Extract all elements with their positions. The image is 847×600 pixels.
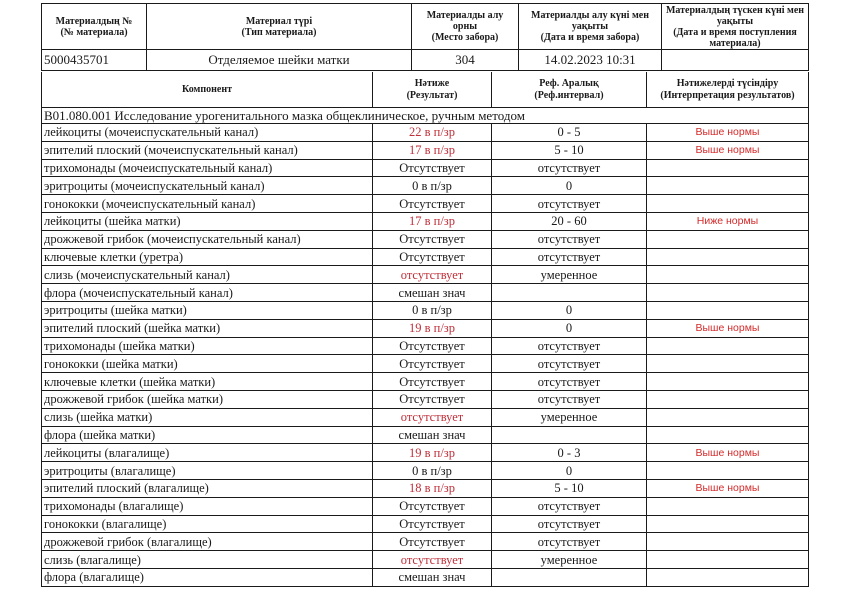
ref-interval-cell: умеренное xyxy=(492,551,647,569)
ref-interval-cell xyxy=(492,284,647,302)
component-cell: лейкоциты (влагалище) xyxy=(42,444,373,462)
ref-interval-cell xyxy=(492,568,647,586)
table-row xyxy=(42,337,809,355)
ref-interval-cell: отсутствует xyxy=(492,533,647,551)
interpretation-cell xyxy=(647,284,809,302)
table-row xyxy=(42,212,809,230)
table-row xyxy=(42,230,809,248)
ref-interval-cell: отсутствует xyxy=(492,497,647,515)
ref-interval-cell: отсутствует xyxy=(492,337,647,355)
table-row xyxy=(42,426,809,444)
table-row xyxy=(42,390,809,408)
ref-interval-cell: 0 xyxy=(492,462,647,480)
result-cell: отсутствует xyxy=(373,551,492,569)
ref-interval-cell: 20 - 60 xyxy=(492,212,647,230)
component-cell: лейкоциты (шейка матки) xyxy=(42,212,373,230)
component-cell: эпителий плоский (шейка матки) xyxy=(42,319,373,337)
result-cell: Отсутствует xyxy=(373,390,492,408)
ref-interval-cell: умеренное xyxy=(492,266,647,284)
component-cell: трихомонады (влагалище) xyxy=(42,497,373,515)
interpretation-cell xyxy=(647,568,809,586)
collection-datetime: 14.02.2023 10:31 xyxy=(519,50,662,71)
interpretation-cell xyxy=(647,195,809,213)
interpretation-cell xyxy=(647,390,809,408)
result-cell: 0 в п/зр xyxy=(373,177,492,195)
interpretation-cell: Выше нормы xyxy=(647,444,809,462)
table-row xyxy=(42,159,809,177)
interpretation-cell xyxy=(647,230,809,248)
result-cell: 17 в п/зр xyxy=(373,212,492,230)
table-row xyxy=(42,515,809,533)
result-cell: Отсутствует xyxy=(373,337,492,355)
header-result: Нәтиже (Результат) xyxy=(373,72,492,108)
component-cell: слизь (влагалище) xyxy=(42,551,373,569)
component-cell: эпителий плоский (мочеиспускательный канал) xyxy=(42,141,373,159)
header-material-type: Материал түрі (Тип материала) xyxy=(147,4,412,50)
ref-interval-cell: 0 xyxy=(492,177,647,195)
ref-interval-cell xyxy=(492,426,647,444)
material-info-table xyxy=(41,3,809,71)
result-cell: Отсутствует xyxy=(373,230,492,248)
interpretation-cell xyxy=(647,551,809,569)
result-cell: Отсутствует xyxy=(373,515,492,533)
header-interpretation: Нәтижелерді түсіндіру (Интерпретация результатов) xyxy=(647,72,809,108)
component-cell: слизь (мочеиспускательный канал) xyxy=(42,266,373,284)
result-cell: 22 в п/зр xyxy=(373,124,492,142)
results-header-row xyxy=(42,72,809,108)
ref-interval-cell: умеренное xyxy=(492,408,647,426)
ref-interval-cell: 5 - 10 xyxy=(492,141,647,159)
component-cell: дрожжевой грибок (влагалище) xyxy=(42,533,373,551)
component-cell: лейкоциты (мочеиспускательный канал) xyxy=(42,124,373,142)
table-row xyxy=(42,373,809,391)
table-row xyxy=(42,462,809,480)
table-row xyxy=(42,355,809,373)
result-cell: смешан знач xyxy=(373,426,492,444)
table-row xyxy=(42,248,809,266)
result-cell: смешан знач xyxy=(373,568,492,586)
table-row xyxy=(42,124,809,142)
ref-interval-cell: 5 - 10 xyxy=(492,479,647,497)
table-row xyxy=(42,568,809,586)
table-row xyxy=(42,301,809,319)
ref-interval-cell: отсутствует xyxy=(492,159,647,177)
component-cell: эритроциты (мочеиспускательный канал) xyxy=(42,177,373,195)
ref-interval-cell: 0 xyxy=(492,301,647,319)
table-row xyxy=(42,479,809,497)
interpretation-cell xyxy=(647,355,809,373)
component-cell: ключевые клетки (уретра) xyxy=(42,248,373,266)
interpretation-cell xyxy=(647,248,809,266)
result-cell: 18 в п/зр xyxy=(373,479,492,497)
result-cell: Отсутствует xyxy=(373,195,492,213)
ref-interval-cell: отсутствует xyxy=(492,373,647,391)
section-title: B01.080.001 Исследование урогенитального мазка общеклиническое, ручным методом xyxy=(42,108,809,124)
result-cell: Отсутствует xyxy=(373,497,492,515)
component-cell: трихомонады (мочеиспускательный канал) xyxy=(42,159,373,177)
header-received-datetime: Материалдың түскен күні мен уақыты (Дата и время поступления материала) xyxy=(662,4,809,50)
interpretation-cell xyxy=(647,159,809,177)
table-row xyxy=(42,141,809,159)
component-cell: гонококки (влагалище) xyxy=(42,515,373,533)
material-number: 5000435701 xyxy=(42,50,147,71)
interpretation-cell: Выше нормы xyxy=(647,319,809,337)
result-cell: 19 в п/зр xyxy=(373,444,492,462)
collection-place: 304 xyxy=(412,50,519,71)
component-cell: флора (влагалище) xyxy=(42,568,373,586)
interpretation-cell: Выше нормы xyxy=(647,479,809,497)
material-type: Отделяемое шейки матки xyxy=(147,50,412,71)
table-row xyxy=(42,319,809,337)
component-cell: эпителий плоский (влагалище) xyxy=(42,479,373,497)
ref-interval-cell: отсутствует xyxy=(492,515,647,533)
header-material-number: Материалдың № (№ материала) xyxy=(42,4,147,50)
component-cell: эритроциты (влагалище) xyxy=(42,462,373,480)
material-values-row xyxy=(42,50,809,71)
result-cell: отсутствует xyxy=(373,408,492,426)
component-cell: трихомонады (шейка матки) xyxy=(42,337,373,355)
interpretation-cell xyxy=(647,337,809,355)
component-cell: флора (шейка матки) xyxy=(42,426,373,444)
interpretation-cell xyxy=(647,426,809,444)
table-row xyxy=(42,533,809,551)
table-row xyxy=(42,497,809,515)
table-row xyxy=(42,284,809,302)
header-component: Компонент xyxy=(42,72,373,108)
component-cell: гонококки (шейка матки) xyxy=(42,355,373,373)
header-ref-interval: Реф. Аралық (Реф.интервал) xyxy=(492,72,647,108)
component-cell: флора (мочеиспускательный канал) xyxy=(42,284,373,302)
table-row xyxy=(42,444,809,462)
table-row xyxy=(42,177,809,195)
result-cell: Отсутствует xyxy=(373,355,492,373)
table-row xyxy=(42,195,809,213)
ref-interval-cell: отсутствует xyxy=(492,195,647,213)
interpretation-cell xyxy=(647,533,809,551)
ref-interval-cell: отсутствует xyxy=(492,355,647,373)
result-cell: Отсутствует xyxy=(373,533,492,551)
interpretation-cell xyxy=(647,497,809,515)
component-cell: дрожжевой грибок (шейка матки) xyxy=(42,390,373,408)
table-row xyxy=(42,266,809,284)
interpretation-cell xyxy=(647,266,809,284)
header-collection-place: Материалды алу орны (Место забора) xyxy=(412,4,519,50)
result-cell: отсутствует xyxy=(373,266,492,284)
interpretation-cell xyxy=(647,462,809,480)
table-row xyxy=(42,551,809,569)
interpretation-cell: Выше нормы xyxy=(647,124,809,142)
component-cell: гонококки (мочеиспускательный канал) xyxy=(42,195,373,213)
ref-interval-cell: отсутствует xyxy=(492,390,647,408)
result-cell: смешан знач xyxy=(373,284,492,302)
section-row xyxy=(42,108,809,124)
result-cell: 19 в п/зр xyxy=(373,319,492,337)
component-cell: эритроциты (шейка матки) xyxy=(42,301,373,319)
interpretation-cell xyxy=(647,408,809,426)
header-collection-datetime: Материалды алу күні мен уақыты (Дата и время забора) xyxy=(519,4,662,50)
result-cell: 17 в п/зр xyxy=(373,141,492,159)
interpretation-cell: Ниже нормы xyxy=(647,212,809,230)
component-cell: ключевые клетки (шейка матки) xyxy=(42,373,373,391)
result-cell: 0 в п/зр xyxy=(373,462,492,480)
interpretation-cell xyxy=(647,177,809,195)
result-cell: Отсутствует xyxy=(373,248,492,266)
component-cell: слизь (шейка матки) xyxy=(42,408,373,426)
result-cell: Отсутствует xyxy=(373,373,492,391)
component-cell: дрожжевой грибок (мочеиспускательный канал) xyxy=(42,230,373,248)
result-cell: 0 в п/зр xyxy=(373,301,492,319)
ref-interval-cell: отсутствует xyxy=(492,230,647,248)
ref-interval-cell: 0 xyxy=(492,319,647,337)
interpretation-cell xyxy=(647,373,809,391)
interpretation-cell xyxy=(647,301,809,319)
material-header-row xyxy=(42,4,809,50)
received-datetime xyxy=(662,50,809,71)
ref-interval-cell: 0 - 3 xyxy=(492,444,647,462)
interpretation-cell: Выше нормы xyxy=(647,141,809,159)
interpretation-cell xyxy=(647,515,809,533)
ref-interval-cell: 0 - 5 xyxy=(492,124,647,142)
result-cell: Отсутствует xyxy=(373,159,492,177)
table-row xyxy=(42,408,809,426)
ref-interval-cell: отсутствует xyxy=(492,248,647,266)
results-table xyxy=(41,72,809,587)
